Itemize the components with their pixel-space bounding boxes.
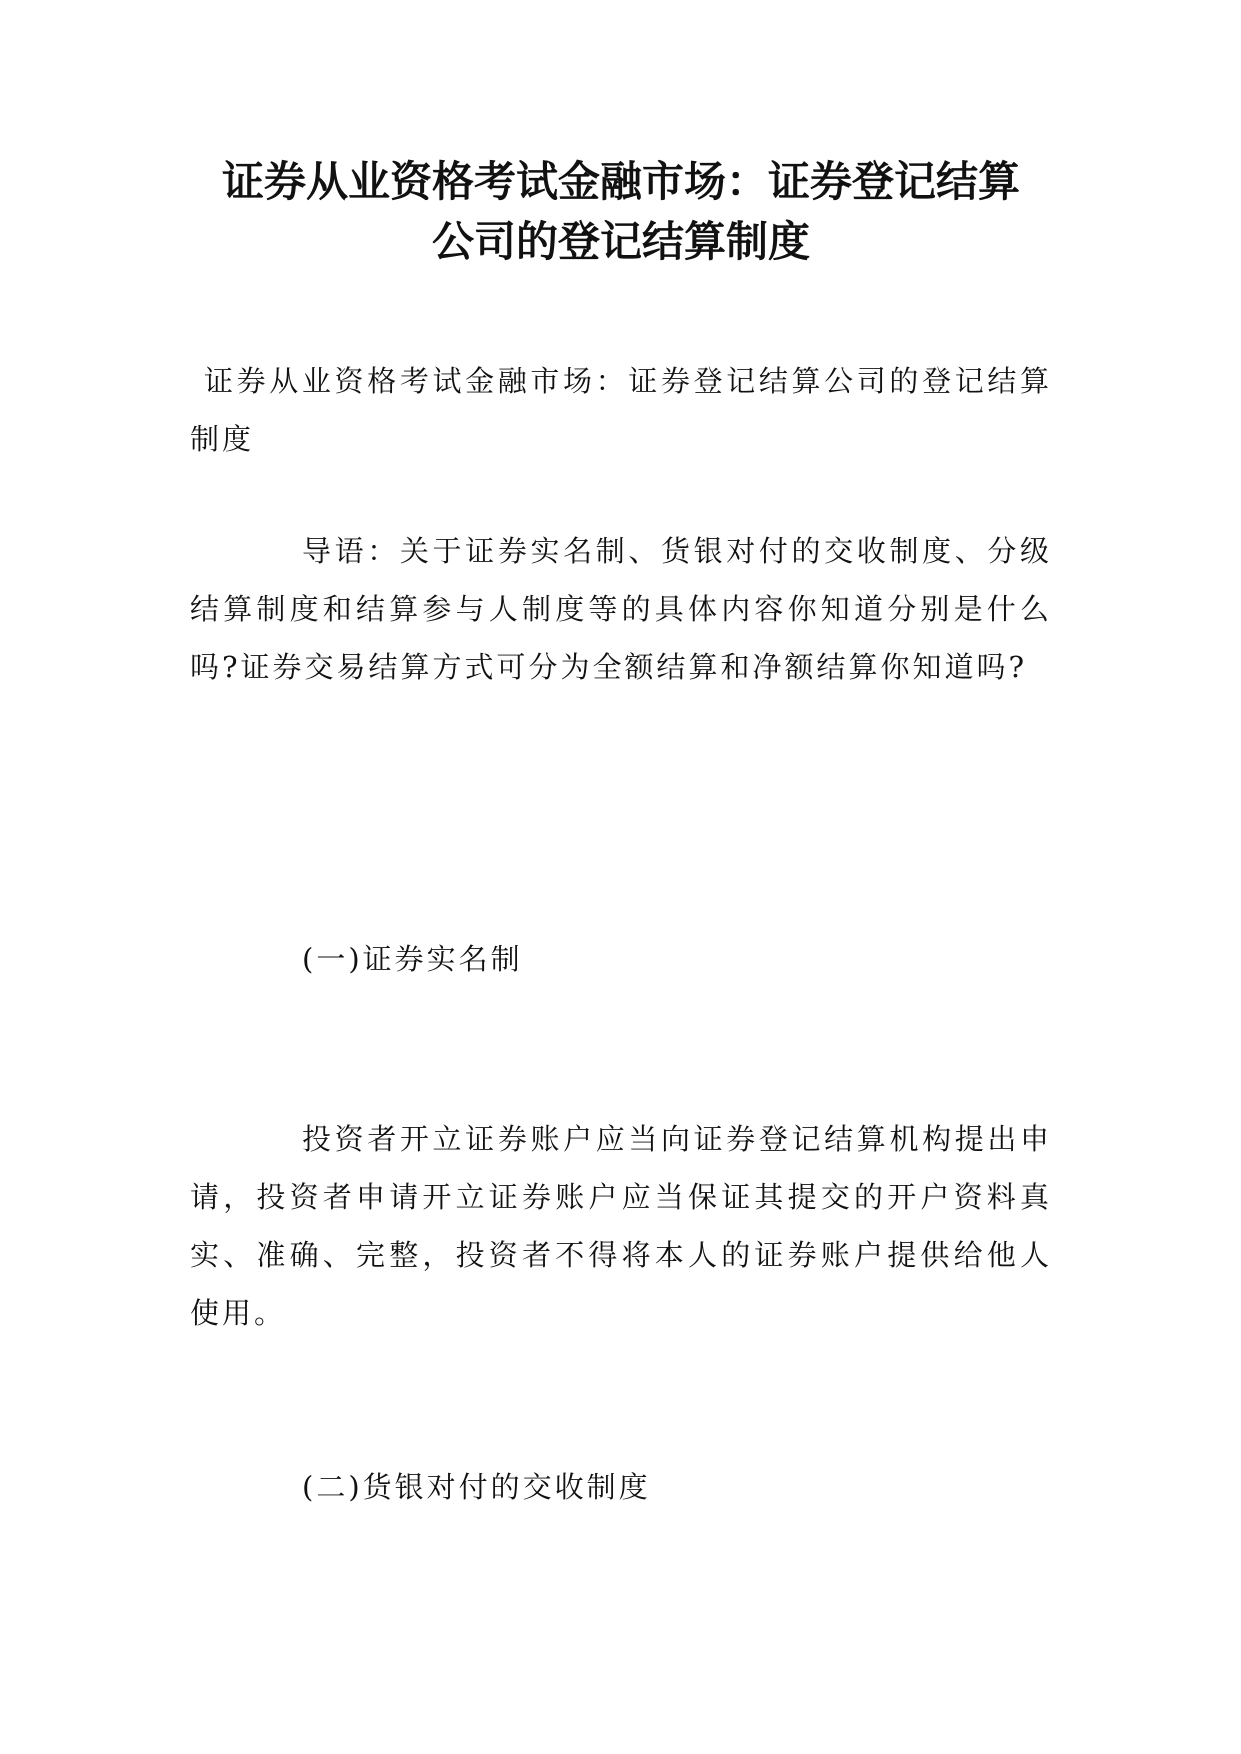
title-line-2: 公司的登记结算制度 — [431, 217, 810, 266]
section-body-1: 投资者开立证券账户应当向证券登记结算机构提出申请，投资者申请开立证券账户应当保证其提交的开户资料真实、准确、完整，投资者不得将本人的证券账户提供给他人使用。 — [190, 1122, 1052, 1330]
intro-paragraph: 导语：关于证券实名制、货银对付的交收制度、分级结算制度和结算参与人制度等的具体内容你知道分别是什么吗?证券交易结算方式可分为全额结算和净额结算你知道吗? — [190, 534, 1052, 684]
subtitle-paragraph: 证券从业资格考试金融市场：证券登记结算公司的登记结算制度 — [190, 364, 1052, 456]
section-heading-2: (二)货银对付的交收制度 — [302, 1470, 651, 1504]
title-line-1: 证券从业资格考试金融市场：证券登记结算 — [221, 157, 1020, 206]
section-heading-1: (一)证券实名制 — [302, 942, 523, 976]
document-title — [180, 152, 1062, 272]
